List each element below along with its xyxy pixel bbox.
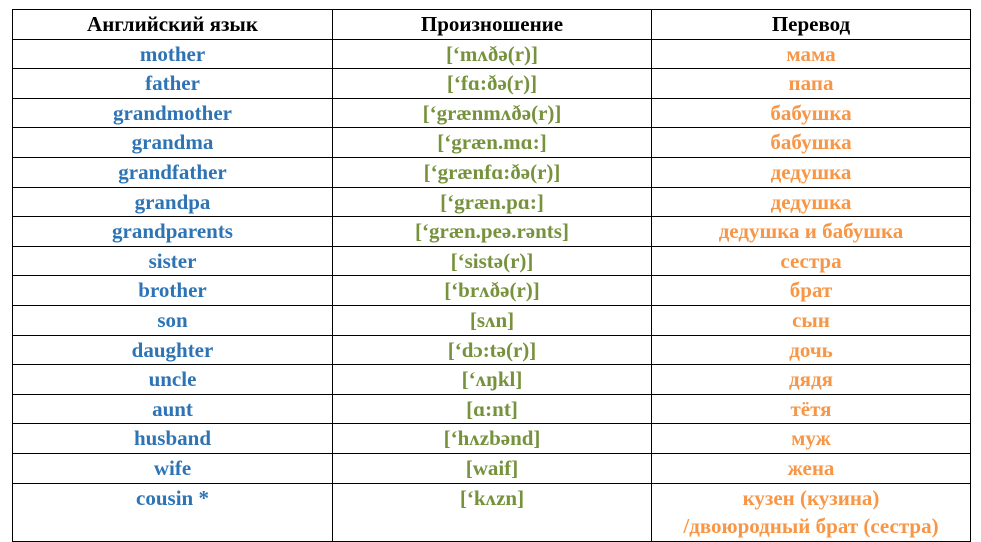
translation: брат: [652, 276, 971, 306]
table-row: [13, 187, 971, 217]
table-row: [13, 246, 971, 276]
english-word: father: [13, 69, 333, 99]
translation: папа: [652, 69, 971, 99]
pronunciation: [‘brʌðə(r)]: [333, 276, 652, 306]
translation: бабушка: [652, 98, 971, 128]
translation: тётя: [652, 394, 971, 424]
english-word: grandfather: [13, 157, 333, 187]
translation: жена: [652, 453, 971, 483]
pronunciation: [‘hʌzbənd]: [333, 424, 652, 454]
translation: мама: [652, 39, 971, 69]
table-row: [13, 128, 971, 158]
header-english: Английский язык: [13, 10, 333, 40]
english-word: uncle: [13, 365, 333, 395]
pronunciation: [waif]: [333, 453, 652, 483]
pronunciation: [‘kʌzn]: [333, 483, 652, 541]
english-word: husband: [13, 424, 333, 454]
translation: [652, 483, 971, 541]
table-row: [13, 335, 971, 365]
english-word: mother: [13, 39, 333, 69]
translation: дочь: [652, 335, 971, 365]
table-row: [13, 217, 971, 247]
table-row: [13, 483, 971, 541]
english-word: son: [13, 305, 333, 335]
pronunciation: [‘dɔ:tə(r)]: [333, 335, 652, 365]
translation: дедушка и бабушка: [652, 217, 971, 247]
english-word: grandpa: [13, 187, 333, 217]
translation: дедушка: [652, 157, 971, 187]
table-row: [13, 69, 971, 99]
english-word: cousin *: [13, 483, 333, 541]
table-row: [13, 305, 971, 335]
english-word: brother: [13, 276, 333, 306]
pronunciation: [‘mʌðə(r)]: [333, 39, 652, 69]
table-row: [13, 453, 971, 483]
pronunciation: [sʌn]: [333, 305, 652, 335]
table-row: [13, 394, 971, 424]
translation: бабушка: [652, 128, 971, 158]
pronunciation: [‘ʌŋkl]: [333, 365, 652, 395]
table-row: [13, 98, 971, 128]
translation: дедушка: [652, 187, 971, 217]
english-word: wife: [13, 453, 333, 483]
translation-line-2: /двоюродный брат (сестра): [683, 514, 939, 539]
header-row: [13, 10, 971, 40]
english-word: daughter: [13, 335, 333, 365]
pronunciation: [‘græn.mɑ:]: [333, 128, 652, 158]
table-row: [13, 365, 971, 395]
english-word: aunt: [13, 394, 333, 424]
header-pronunciation: Произношение: [333, 10, 652, 40]
vocabulary-table: [12, 9, 971, 542]
header-translation: Перевод: [652, 10, 971, 40]
translation: муж: [652, 424, 971, 454]
pronunciation: [ɑ:nt]: [333, 394, 652, 424]
translation: дядя: [652, 365, 971, 395]
table-row: [13, 157, 971, 187]
table-row: [13, 39, 971, 69]
translation: сын: [652, 305, 971, 335]
pronunciation: [‘grænfɑ:ðə(r)]: [333, 157, 652, 187]
english-word: grandma: [13, 128, 333, 158]
pronunciation: [‘græn.pɑ:]: [333, 187, 652, 217]
table-body: [13, 39, 971, 483]
pronunciation: [‘sistə(r)]: [333, 246, 652, 276]
translation: сестра: [652, 246, 971, 276]
english-word: grandmother: [13, 98, 333, 128]
table-row: [13, 276, 971, 306]
table-row: [13, 424, 971, 454]
pronunciation: [‘fɑ:ðə(r)]: [333, 69, 652, 99]
translation-line-1: кузен (кузина): [742, 485, 880, 510]
english-word: sister: [13, 246, 333, 276]
english-word: grandparents: [13, 217, 333, 247]
pronunciation: [‘græn.peə.rənts]: [333, 217, 652, 247]
pronunciation: [‘grænmʌðə(r)]: [333, 98, 652, 128]
